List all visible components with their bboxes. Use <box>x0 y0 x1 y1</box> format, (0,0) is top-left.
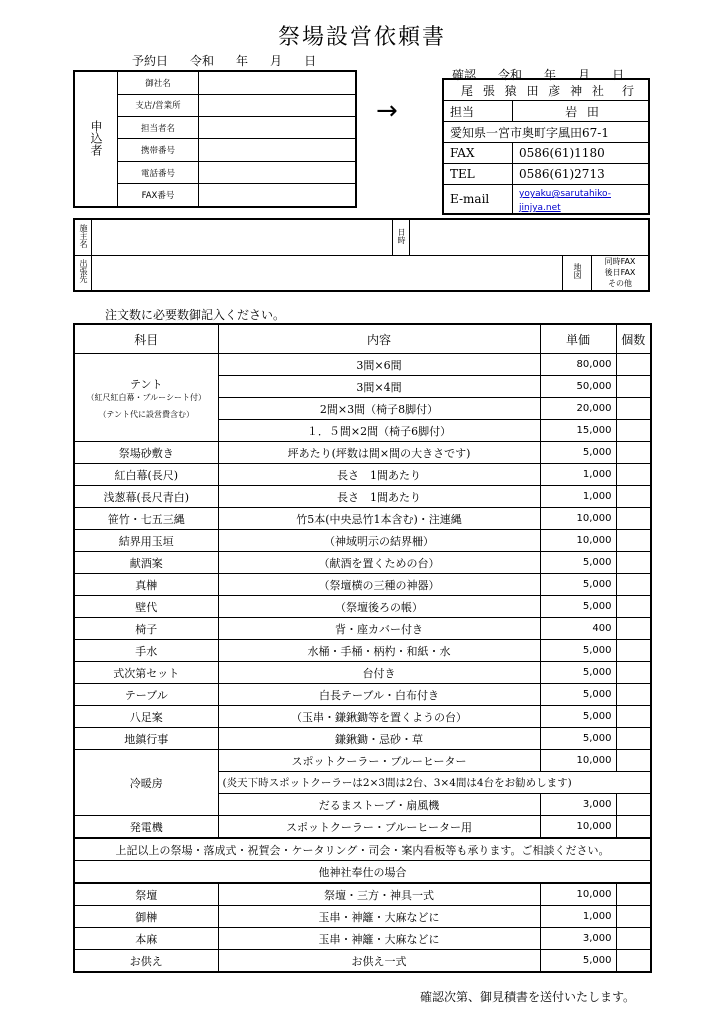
table-cell: 長さ 1間あたり <box>218 464 540 486</box>
consult-banner: 上記以上の祭場・落成式・祝賀会・ケータリング・司会・案内看板等も承ります。ご相談ください。 <box>74 838 651 861</box>
price-cell: 5,000 <box>540 640 616 662</box>
reservation-date: 予約日 令和 年 月 日 <box>132 54 317 68</box>
fax-label: FAX <box>443 143 513 164</box>
price-cell: 3,000 <box>540 928 616 950</box>
qty-input[interactable] <box>616 906 651 928</box>
qty-input[interactable] <box>616 662 651 684</box>
table-cell: 長さ 1間あたり <box>218 486 540 508</box>
qty-input[interactable] <box>616 464 651 486</box>
heating-note: (炎天下時スポットクーラーは2×3間は2台、3×4間は4台をお勧めします) <box>218 772 651 794</box>
host-label: 施主名 <box>74 219 92 255</box>
shrine-address: 愛知県一宮市奥町字風田67-1 <box>443 122 649 143</box>
price-cell: 10,000 <box>540 883 616 906</box>
price-cell: 1,000 <box>540 906 616 928</box>
table-cell: 台付き <box>218 662 540 684</box>
table-cell: スポットクーラー・ブルーヒーター用 <box>218 816 540 839</box>
table-cell: 祭壇・三方・神具一式 <box>218 883 540 906</box>
qty-input[interactable] <box>616 508 651 530</box>
price-cell: 5,000 <box>540 596 616 618</box>
order-table <box>73 323 652 973</box>
tent-item: テント （紅尺紅白幕・ブルーシート付） （テント代に設営費含む） <box>74 354 218 442</box>
qty-input[interactable] <box>616 618 651 640</box>
qty-input[interactable] <box>616 728 651 750</box>
item-cell: 椅子 <box>74 618 218 640</box>
field-label: 携帯番号 <box>118 139 199 161</box>
price-cell: 80,000 <box>540 354 616 376</box>
item-cell: 式次第セット <box>74 662 218 684</box>
qty-input[interactable] <box>616 816 651 839</box>
page-title: 祭場設営依頼書 <box>277 25 446 50</box>
table-cell: 坪あたり(坪数は間×間の大きさです) <box>218 442 540 464</box>
price-cell: 5,000 <box>540 706 616 728</box>
price-cell: 1,000 <box>540 486 616 508</box>
branch-input[interactable] <box>199 94 357 116</box>
qty-input[interactable] <box>616 883 651 906</box>
table-cell: １．５間×2間（椅子6脚付） <box>218 420 540 442</box>
item-cell: 御榊 <box>74 906 218 928</box>
qty-input[interactable] <box>616 376 651 398</box>
table-cell: スポットクーラー・ブルーヒーター <box>218 750 540 772</box>
item-cell: お供え <box>74 950 218 973</box>
item-cell: 本麻 <box>74 928 218 950</box>
qty-input[interactable] <box>616 486 651 508</box>
table-cell: 玉串・神籬・大麻などに <box>218 928 540 950</box>
table-cell: 3間×4間 <box>218 376 540 398</box>
price-cell: 50,000 <box>540 376 616 398</box>
datetime-input[interactable] <box>410 219 650 255</box>
header-content: 内容 <box>218 324 540 354</box>
person-input[interactable] <box>199 117 357 139</box>
table-cell: 背・座カバー付き <box>218 618 540 640</box>
qty-input[interactable] <box>616 442 651 464</box>
item-cell: 壁代 <box>74 596 218 618</box>
table-cell: だるまストーブ・扇風機 <box>218 794 540 816</box>
qty-input[interactable] <box>616 398 651 420</box>
qty-input[interactable] <box>616 950 651 973</box>
table-cell: （献酒を置くための台） <box>218 552 540 574</box>
item-cell: 地鎮行事 <box>74 728 218 750</box>
email-link[interactable]: yoyaku@sarutahiko-jinjya.net <box>519 189 611 213</box>
item-cell: 結界用玉垣 <box>74 530 218 552</box>
item-cell: 祭壇 <box>74 883 218 906</box>
qty-input[interactable] <box>616 596 651 618</box>
company-name-input[interactable] <box>199 71 357 94</box>
order-note: 注文数に必要数御記入ください。 <box>105 308 286 322</box>
field-label: FAX番号 <box>118 184 199 207</box>
email-label: E-mail <box>443 185 513 215</box>
right-arrow-icon: → <box>376 96 398 126</box>
fax-number: 0586(61)1180 <box>513 143 650 164</box>
price-cell: 5,000 <box>540 574 616 596</box>
mobile-input[interactable] <box>199 139 357 161</box>
item-cell: 紅白幕(長尺) <box>74 464 218 486</box>
item-cell: テーブル <box>74 684 218 706</box>
footer-note: 確認次第、御見積書を送付いたします。 <box>420 990 636 1004</box>
heating-item: 冷暖房 <box>74 750 218 816</box>
table-cell: 鎌鍬鋤・忌砂・草 <box>218 728 540 750</box>
map-note: 同時FAX 後日FAX その他 <box>592 255 650 291</box>
qty-input[interactable] <box>616 706 651 728</box>
qty-input[interactable] <box>616 640 651 662</box>
field-label: 御社名 <box>118 71 199 94</box>
table-cell: （祭壇後ろの帳） <box>218 596 540 618</box>
fax-input[interactable] <box>199 184 357 207</box>
price-cell: 1,000 <box>540 464 616 486</box>
field-label: 担当者名 <box>118 117 199 139</box>
table-cell: お供え一式 <box>218 950 540 973</box>
field-label: 電話番号 <box>118 161 199 183</box>
item-cell: 浅葱幕(長尺青白) <box>74 486 218 508</box>
price-cell: 10,000 <box>540 816 616 839</box>
contact-label: 担当 <box>443 101 513 122</box>
qty-input[interactable] <box>616 794 651 816</box>
applicant-table <box>73 70 357 208</box>
other-shrine-header: 他神社奉仕の場合 <box>74 861 651 884</box>
price-cell: 20,000 <box>540 398 616 420</box>
field-label: 支店/営業所 <box>118 94 199 116</box>
item-cell: 発電機 <box>74 816 218 839</box>
shrine-table <box>442 78 650 215</box>
header-item: 科目 <box>74 324 218 354</box>
header-price: 単価 <box>540 324 616 354</box>
table-cell: 水桶・手桶・柄杓・和紙・水 <box>218 640 540 662</box>
item-cell: 八足案 <box>74 706 218 728</box>
table-cell: 白長テーブル・白布付き <box>218 684 540 706</box>
destination-input[interactable] <box>92 255 563 291</box>
price-cell: 10,000 <box>540 508 616 530</box>
qty-input[interactable] <box>616 928 651 950</box>
qty-input[interactable] <box>616 684 651 706</box>
item-cell: 祭場砂敷き <box>74 442 218 464</box>
item-cell: 真榊 <box>74 574 218 596</box>
header-qty: 個数 <box>616 324 651 354</box>
table-cell: （神域明示の結界柵） <box>218 530 540 552</box>
host-input[interactable] <box>92 219 393 255</box>
datetime-label: 日時 <box>393 219 410 255</box>
table-cell: （玉串・鎌鍬鋤等を置くようの台） <box>218 706 540 728</box>
destination-label: 出張先 <box>74 255 92 291</box>
price-cell: 5,000 <box>540 662 616 684</box>
shrine-name: 尾 張 猿 田 彦 神 社 行 <box>443 79 649 101</box>
price-cell: 400 <box>540 618 616 640</box>
qty-input[interactable] <box>616 750 651 772</box>
table-cell: 3間×6間 <box>218 354 540 376</box>
price-cell: 3,000 <box>540 794 616 816</box>
qty-input[interactable] <box>616 574 651 596</box>
price-cell: 5,000 <box>540 442 616 464</box>
item-cell: 笹竹・七五三縄 <box>74 508 218 530</box>
qty-input[interactable] <box>616 354 651 376</box>
price-cell: 5,000 <box>540 728 616 750</box>
price-cell: 5,000 <box>540 950 616 973</box>
price-cell: 10,000 <box>540 530 616 552</box>
qty-input[interactable] <box>616 530 651 552</box>
qty-input[interactable] <box>616 552 651 574</box>
phone-input[interactable] <box>199 161 357 183</box>
price-cell: 5,000 <box>540 684 616 706</box>
tel-label: TEL <box>443 164 513 185</box>
qty-input[interactable] <box>616 420 651 442</box>
item-cell: 手水 <box>74 640 218 662</box>
price-cell: 5,000 <box>540 552 616 574</box>
table-cell: 2間×3間（椅子8脚付） <box>218 398 540 420</box>
table-cell: 竹5本(中央忌竹1本含む)・注連縄 <box>218 508 540 530</box>
confirmation-date: 確認 令和 年 月 日 <box>452 68 625 82</box>
map-label: 地図 <box>563 255 592 291</box>
tel-number: 0586(61)2713 <box>513 164 650 185</box>
price-cell: 15,000 <box>540 420 616 442</box>
item-cell: 献酒案 <box>74 552 218 574</box>
applicant-section-label: 申込者 <box>74 71 118 207</box>
table-cell: 玉串・神籬・大麻などに <box>218 906 540 928</box>
table-cell: （祭壇横の三種の神器） <box>218 574 540 596</box>
contact-name: 岩 田 <box>513 101 650 122</box>
event-table <box>73 218 650 292</box>
price-cell: 10,000 <box>540 750 616 772</box>
